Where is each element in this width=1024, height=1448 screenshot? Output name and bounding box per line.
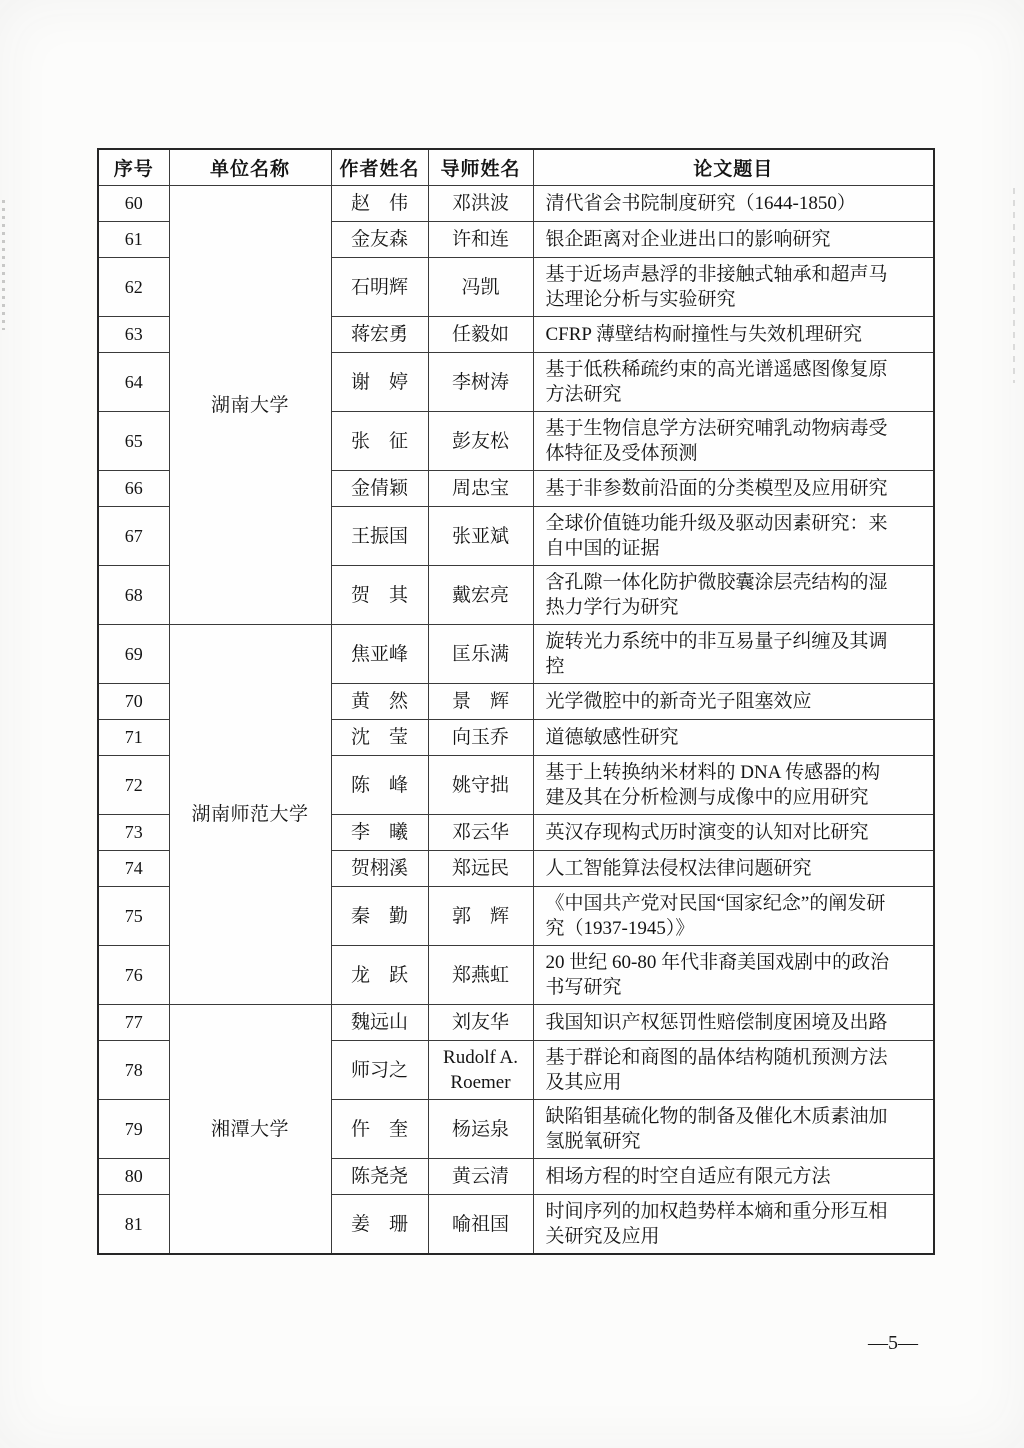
page-number: —5— xyxy=(868,1332,918,1354)
advisor-cell: 冯凯 xyxy=(428,258,533,317)
advisor-cell: 郭 辉 xyxy=(428,887,533,946)
author-cell: 谢 婷 xyxy=(331,353,428,412)
title-cell: 时间序列的加权趋势样本熵和重分形互相关研究及应用 xyxy=(533,1195,934,1255)
serial-cell: 63 xyxy=(98,317,169,353)
author-cell: 姜 珊 xyxy=(331,1195,428,1255)
author-cell: 陈 峰 xyxy=(331,756,428,815)
serial-cell: 62 xyxy=(98,258,169,317)
title-cell: CFRP 薄壁结构耐撞性与失效机理研究 xyxy=(533,317,934,353)
title-cell: 全球价值链功能升级及驱动因素研究：来自中国的证据 xyxy=(533,507,934,566)
author-cell: 贺栩溪 xyxy=(331,851,428,887)
serial-cell: 76 xyxy=(98,946,169,1005)
table-row xyxy=(98,625,934,684)
advisor-cell: 喻祖国 xyxy=(428,1195,533,1255)
advisor-cell: 郑远民 xyxy=(428,851,533,887)
title-cell: 人工智能算法侵权法律问题研究 xyxy=(533,851,934,887)
advisor-cell: 刘友华 xyxy=(428,1005,533,1041)
advisor-cell: 郑燕虹 xyxy=(428,946,533,1005)
advisor-cell: 景 辉 xyxy=(428,684,533,720)
title-cell: 基于低秩稀疏约束的高光谱遥感图像复原方法研究 xyxy=(533,353,934,412)
header-row xyxy=(98,149,934,186)
advisor-cell: 彭友松 xyxy=(428,412,533,471)
author-cell: 黄 然 xyxy=(331,684,428,720)
advisor-cell: 邓云华 xyxy=(428,815,533,851)
author-cell: 陈尧尧 xyxy=(331,1159,428,1195)
university-cell: 湖南师范大学 xyxy=(169,625,331,1005)
advisor-cell: 杨运泉 xyxy=(428,1100,533,1159)
title-cell: 英汉存现构式历时演变的认知对比研究 xyxy=(533,815,934,851)
advisor-cell: 匡乐满 xyxy=(428,625,533,684)
title-cell: 基于上转换纳米材料的 DNA 传感器的构建及其在分析检测与成像中的应用研究 xyxy=(533,756,934,815)
table-row xyxy=(98,186,934,222)
author-cell: 蒋宏勇 xyxy=(331,317,428,353)
serial-cell: 70 xyxy=(98,684,169,720)
serial-cell: 74 xyxy=(98,851,169,887)
author-cell: 贺 其 xyxy=(331,566,428,625)
advisor-cell: 向玉乔 xyxy=(428,720,533,756)
serial-cell: 79 xyxy=(98,1100,169,1159)
advisor-cell: Rudolf A. Roemer xyxy=(428,1041,533,1100)
table-row xyxy=(98,1005,934,1041)
serial-cell: 78 xyxy=(98,1041,169,1100)
serial-cell: 71 xyxy=(98,720,169,756)
author-cell: 金友森 xyxy=(331,222,428,258)
title-cell: 20 世纪 60-80 年代非裔美国戏剧中的政治书写研究 xyxy=(533,946,934,1005)
scan-artifact-right xyxy=(1013,188,1015,383)
university-cell: 湘潭大学 xyxy=(169,1005,331,1255)
serial-cell: 80 xyxy=(98,1159,169,1195)
serial-cell: 60 xyxy=(98,186,169,222)
title-cell: 光学微腔中的新奇光子阻塞效应 xyxy=(533,684,934,720)
author-cell: 沈 莹 xyxy=(331,720,428,756)
author-cell: 石明辉 xyxy=(331,258,428,317)
advisor-cell: 任毅如 xyxy=(428,317,533,353)
advisor-cell: 邓洪波 xyxy=(428,186,533,222)
author-cell: 赵 伟 xyxy=(331,186,428,222)
title-cell: 相场方程的时空自适应有限元方法 xyxy=(533,1159,934,1195)
author-cell: 秦 勤 xyxy=(331,887,428,946)
advisor-cell: 许和连 xyxy=(428,222,533,258)
title-cell: 含孔隙一体化防护微胶囊涂层壳结构的湿热力学行为研究 xyxy=(533,566,934,625)
author-cell: 龙 跃 xyxy=(331,946,428,1005)
header-author: 作者姓名 xyxy=(331,149,428,186)
thesis-table-body xyxy=(98,186,934,1255)
author-cell: 金倩颖 xyxy=(331,471,428,507)
advisor-cell: 张亚斌 xyxy=(428,507,533,566)
advisor-cell: 李树涛 xyxy=(428,353,533,412)
advisor-cell: 姚守拙 xyxy=(428,756,533,815)
serial-cell: 73 xyxy=(98,815,169,851)
author-cell: 魏远山 xyxy=(331,1005,428,1041)
author-cell: 仵 奎 xyxy=(331,1100,428,1159)
serial-cell: 72 xyxy=(98,756,169,815)
advisor-cell: 戴宏亮 xyxy=(428,566,533,625)
title-cell: 清代省会书院制度研究（1644-1850） xyxy=(533,186,934,222)
title-cell: 基于群论和商图的晶体结构随机预测方法及其应用 xyxy=(533,1041,934,1100)
header-advisor: 导师姓名 xyxy=(428,149,533,186)
serial-cell: 64 xyxy=(98,353,169,412)
serial-cell: 68 xyxy=(98,566,169,625)
header-university: 单位名称 xyxy=(169,149,331,186)
title-cell: 基于生物信息学方法研究哺乳动物病毒受体特征及受体预测 xyxy=(533,412,934,471)
title-cell: 道德敏感性研究 xyxy=(533,720,934,756)
serial-cell: 66 xyxy=(98,471,169,507)
thesis-table xyxy=(97,148,935,1255)
title-cell: 银企距离对企业进出口的影响研究 xyxy=(533,222,934,258)
serial-cell: 65 xyxy=(98,412,169,471)
title-cell: 旋转光力系统中的非互易量子纠缠及其调控 xyxy=(533,625,934,684)
author-cell: 王振国 xyxy=(331,507,428,566)
title-cell: 基于非参数前沿面的分类模型及应用研究 xyxy=(533,471,934,507)
title-cell: 缺陷钼基硫化物的制备及催化木质素油加氢脱氧研究 xyxy=(533,1100,934,1159)
serial-cell: 81 xyxy=(98,1195,169,1255)
author-cell: 师习之 xyxy=(331,1041,428,1100)
author-cell: 张 征 xyxy=(331,412,428,471)
author-cell: 李 曦 xyxy=(331,815,428,851)
scan-artifact-left xyxy=(2,200,5,330)
serial-cell: 69 xyxy=(98,625,169,684)
advisor-cell: 周忠宝 xyxy=(428,471,533,507)
serial-cell: 77 xyxy=(98,1005,169,1041)
author-cell: 焦亚峰 xyxy=(331,625,428,684)
header-title: 论文题目 xyxy=(533,149,934,186)
title-cell: 我国知识产权惩罚性赔偿制度困境及出路 xyxy=(533,1005,934,1041)
header-serial: 序号 xyxy=(98,149,169,186)
title-cell: 基于近场声悬浮的非接触式轴承和超声马达理论分析与实验研究 xyxy=(533,258,934,317)
advisor-cell: 黄云清 xyxy=(428,1159,533,1195)
serial-cell: 67 xyxy=(98,507,169,566)
university-cell: 湖南大学 xyxy=(169,186,331,625)
serial-cell: 75 xyxy=(98,887,169,946)
serial-cell: 61 xyxy=(98,222,169,258)
title-cell: 《中国共产党对民国“国家纪念”的阐发研究（1937-1945）》 xyxy=(533,887,934,946)
